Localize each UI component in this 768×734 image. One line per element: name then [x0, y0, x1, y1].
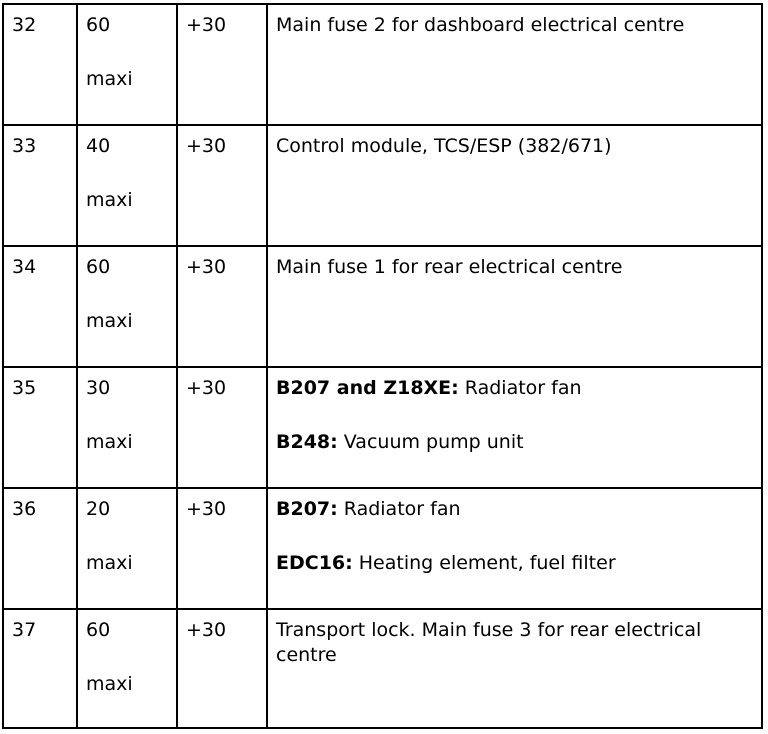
- description-line: [276, 551, 741, 576]
- fuse-number: 37: [12, 619, 37, 641]
- fuse-rating-cell: [77, 246, 177, 367]
- fuse-amperage: 30: [86, 377, 111, 399]
- terminal-cell: [177, 4, 267, 125]
- description-cell: [267, 4, 762, 125]
- terminal: +30: [186, 135, 227, 157]
- terminal: +30: [186, 498, 227, 520]
- fuse-type: maxi: [86, 68, 133, 90]
- fuse-type: maxi: [86, 673, 133, 695]
- description-bold: B207 and Z18XE:: [276, 377, 459, 399]
- table-row: [3, 125, 762, 246]
- terminal: +30: [186, 619, 227, 641]
- description-bold: B248:: [276, 431, 338, 453]
- terminal-cell: [177, 488, 267, 609]
- table-row: [3, 609, 762, 728]
- description-line: [276, 376, 741, 401]
- table-row: [3, 4, 762, 125]
- fuse-number: 35: [12, 377, 37, 399]
- fuse-number-cell: [3, 4, 77, 125]
- description-text: Main fuse 2 for dashboard electrical centre: [276, 14, 685, 36]
- fuse-number-cell: [3, 488, 77, 609]
- table-row: [3, 246, 762, 367]
- fuse-number: 33: [12, 135, 37, 157]
- description-line: [276, 134, 741, 159]
- fuse-table-body: [3, 4, 762, 728]
- fuse-rating-cell: [77, 609, 177, 728]
- description-cell: [267, 125, 762, 246]
- fuse-amperage: 60: [86, 619, 111, 641]
- terminal: +30: [186, 377, 227, 399]
- fuse-number-cell: [3, 367, 77, 488]
- description-line: [276, 497, 741, 522]
- description-text: Radiator fan: [458, 377, 582, 399]
- fuse-number-cell: [3, 246, 77, 367]
- table-row: [3, 488, 762, 609]
- table-row: [3, 367, 762, 488]
- fuse-rating-cell: [77, 367, 177, 488]
- fuse-rating-cell: [77, 4, 177, 125]
- fuse-type: maxi: [86, 310, 133, 332]
- fuse-type: maxi: [86, 552, 133, 574]
- fuse-amperage: 20: [86, 498, 111, 520]
- fuse-number: 34: [12, 256, 37, 278]
- terminal-cell: [177, 125, 267, 246]
- description-text: Radiator fan: [337, 498, 461, 520]
- description-text: Transport lock. Main fuse 3 for rear electrical centre: [276, 619, 702, 666]
- description-line: [276, 618, 741, 668]
- description-line: [276, 255, 741, 280]
- description-text: Control module, TCS/ESP (382/671): [276, 135, 612, 157]
- terminal: +30: [186, 14, 227, 36]
- fuse-table: [2, 3, 763, 729]
- description-cell: [267, 609, 762, 728]
- description-cell: [267, 488, 762, 609]
- fuse-rating-cell: [77, 125, 177, 246]
- fuse-type: maxi: [86, 189, 133, 211]
- description-cell: [267, 246, 762, 367]
- fuse-number-cell: [3, 125, 77, 246]
- fuse-amperage: 60: [86, 14, 111, 36]
- fuse-rating-cell: [77, 488, 177, 609]
- terminal-cell: [177, 367, 267, 488]
- fuse-number: 32: [12, 14, 37, 36]
- fuse-number-cell: [3, 609, 77, 728]
- description-text: Vacuum pump unit: [337, 431, 524, 453]
- terminal-cell: [177, 246, 267, 367]
- fuse-type: maxi: [86, 431, 133, 453]
- description-line: [276, 430, 741, 455]
- description-cell: [267, 367, 762, 488]
- fuse-number: 36: [12, 498, 37, 520]
- description-line: [276, 13, 741, 38]
- description-bold: EDC16:: [276, 552, 353, 574]
- fuse-amperage: 40: [86, 135, 111, 157]
- terminal-cell: [177, 609, 267, 728]
- description-text: Main fuse 1 for rear electrical centre: [276, 256, 623, 278]
- fuse-amperage: 60: [86, 256, 111, 278]
- terminal: +30: [186, 256, 227, 278]
- description-text: Heating element, fuel filter: [352, 552, 616, 574]
- description-bold: B207:: [276, 498, 338, 520]
